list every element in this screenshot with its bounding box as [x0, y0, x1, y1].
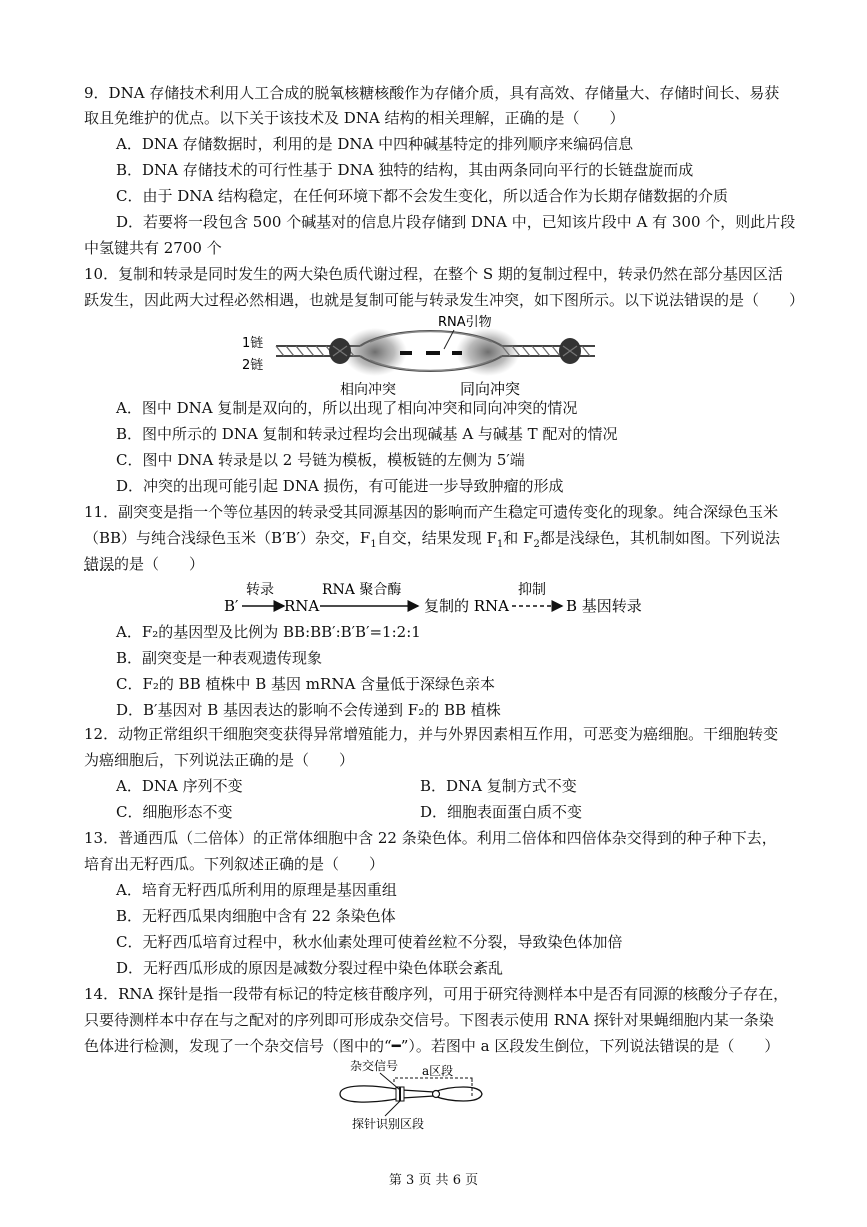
replicated-rna-label: 复制的 RNA [424, 597, 510, 615]
replication-transcription-conflict-figure [240, 312, 610, 398]
inhibit-arrow-label: 抑制 [518, 582, 546, 598]
q13-stem-line2: 培育出无籽西瓜。下列叙述正确的是（ ） [84, 855, 385, 873]
q11-stem-text-c: 自交，结果发现 F [376, 529, 497, 547]
transcription-arrow-label: 转录 [246, 582, 274, 598]
q13-option-c: C．无籽西瓜培育过程中，秋水仙素处理可使着丝粒不分裂，导致染色体加倍 [116, 933, 623, 951]
hybridization-signal-label: 杂交信号 [350, 1059, 399, 1073]
probe-recognition-region-label: 探针识别区段 [352, 1117, 425, 1130]
q11-stem-line3 [84, 554, 204, 574]
q12-stem-line1: 12．动物正常组织干细胞突变获得异常增殖能力，并与外界因素相互作用，可恶变为癌细胞。干细胞转变 [84, 725, 779, 743]
q9-option-b: B．DNA 存储技术的可行性基于 DNA 独特的结构，其由两条同向平行的长链盘旋而成 [116, 161, 694, 179]
q11-stem-text-a: （BB）与纯合浅绿色玉米（B′B′）杂交，F [84, 529, 371, 547]
q14-stem-line1: 14．RNA 探针是指一段带有标记的特定核苷酸序列，可用于研究待测样本中是否有同源的核酸分子存在， [84, 985, 789, 1003]
q11-sub-3: 2 [533, 539, 540, 550]
q11-emphasis-wrong: 错误 [84, 555, 115, 573]
page-footer: 第 3 页 共 6 页 [388, 1173, 479, 1188]
q11-stem-line2 [84, 528, 780, 555]
chain-2-label: 2链 [242, 358, 264, 373]
q14-stem-line2: 只要待测样本中存在与之配对的序列即可形成杂交信号。下图表示使用 RNA 探针对果蝇细胞内某一条染 [84, 1011, 774, 1029]
a-segment-bracket [394, 1078, 472, 1082]
q12-stem-line2: 为癌细胞后，下列说法正确的是（ ） [84, 751, 355, 769]
q13-option-b: B．无籽西瓜果肉细胞中含有 22 条染色体 [116, 907, 396, 925]
q12-option-d: D．细胞表面蛋白质不变 [420, 803, 583, 821]
q14-stem-line3: 色体进行检测，发现了一个杂交信号（图中的“━”）。若图中 a 区段发生倒位，下列说法错误的是（ ） [84, 1037, 780, 1055]
q11-stem-line1: 11．副突变是指一个等位基因的转录受其同源基因的影响而产生稳定可遗传变化的现象。纯合深绿色玉米 [84, 503, 779, 521]
centromere [433, 1091, 440, 1098]
q10-option-b: B．图中所示的 DNA 复制和转录过程均会出现碱基 A 与碱基 T 配对的情况 [116, 425, 618, 443]
q9-option-d-line1: D．若要将一段包含 500 个碱基对的信息片段存储到 DNA 中，已知该片段中 A 有 300 个，则此片段 [116, 213, 796, 231]
q11-option-b: B．副突变是一种表观遗传现象 [116, 649, 323, 667]
q11-option-a: A．F₂的基因型及比例为 BB:BB′:B′B′=1:2:1 [116, 623, 421, 641]
co-directional-conflict-label: 同向冲突 [460, 380, 521, 398]
rna-node-label: RNA [284, 597, 320, 615]
q10-stem-line1: 10．复制和转录是同时发生的两大染色质代谢过程，在整个 S 期的复制过程中，转录仍然在部分基因区活 [84, 265, 783, 283]
q12-option-b: B．DNA 复制方式不变 [420, 777, 577, 795]
chain-1-label: 1链 [242, 336, 264, 351]
chromosome-probe-figure [330, 1058, 490, 1130]
q11-sub-1: 1 [370, 539, 377, 550]
rna-primer-marks [400, 330, 462, 355]
chromosome-outline [340, 1086, 482, 1102]
q13-stem-line1: 13．普通西瓜（二倍体）的正常体细胞中含 22 条染色体。利用二倍体和四倍体杂交得到的种子种下去， [84, 829, 777, 847]
q11-stem-text-end: 的是（ ） [114, 555, 205, 573]
q10-option-a: A．图中 DNA 复制是双向的，所以出现了相向冲突和同向冲突的情况 [116, 399, 578, 417]
probe-region-leader-line [385, 1101, 400, 1116]
gene-b-prime-label: B′ [224, 597, 239, 615]
q13-option-a: A．培育无籽西瓜所利用的原理是基因重组 [116, 881, 397, 899]
q11-stem-text-g: 都是浅绿色，其机制如图。下列说法 [539, 529, 780, 547]
rna-polymerase-arrow-label: RNA 聚合酶 [322, 582, 402, 598]
q11-option-d: D．B′基因对 B 基因表达的影响不会传递到 F₂的 BB 植株 [116, 701, 501, 719]
b-gene-transcription-label: B 基因转录 [566, 597, 642, 615]
rna-primer-label: RNA引物 [438, 315, 492, 330]
q10-option-c: C．图中 DNA 转录是以 2 号链为模板，模板链的左侧为 5′端 [116, 451, 525, 469]
head-on-conflict-zone [343, 328, 407, 376]
a-segment-label: a区段 [422, 1064, 454, 1078]
co-directional-conflict-zone [456, 328, 520, 376]
q10-option-d: D．冲突的出现可能引起 DNA 损伤，有可能进一步导致肿瘤的形成 [116, 477, 564, 495]
q9-stem-line2: 取且免维护的优点。以下关于该技术及 DNA 结构的相关理解，正确的是（ ） [84, 109, 625, 127]
q11-option-c: C．F₂的 BB 植株中 B 基因 mRNA 含量低于深绿色亲本 [116, 675, 496, 693]
rna-polymerase-left [329, 338, 351, 364]
rna-polymerase-right [559, 338, 581, 364]
q13-option-d: D．无籽西瓜形成的原因是减数分裂过程中染色体联会紊乱 [116, 959, 504, 977]
q9-option-c: C．由于 DNA 结构稳定，在任何环境下都不会发生变化，所以适合作为长期存储数据的介质 [116, 187, 729, 205]
q11-stem-text-e: 和 F [503, 529, 534, 547]
q9-stem-line1: 9．DNA 存储技术利用人工合成的脱氧核糖核酸作为存储介质，具有高效、存储量大、存储时间长、易获 [84, 84, 780, 102]
paramutation-mechanism-figure [222, 578, 652, 618]
q9-option-d-line2: 中氢键共有 2700 个 [84, 239, 222, 257]
q10-stem-line2: 跃发生，因此两大过程必然相遇，也就是复制可能与转录发生冲突，如下图所示。以下说法错误的是（ ） [84, 291, 805, 309]
q11-sub-2: 1 [496, 539, 504, 550]
q12-option-c: C．细胞形态不变 [116, 803, 233, 821]
q12-option-a: A．DNA 序列不变 [116, 777, 243, 795]
q9-option-a: A．DNA 存储数据时，利用的是 DNA 中四种碱基特定的排列顺序来编码信息 [116, 135, 634, 153]
head-on-conflict-label: 相向冲突 [340, 382, 396, 398]
